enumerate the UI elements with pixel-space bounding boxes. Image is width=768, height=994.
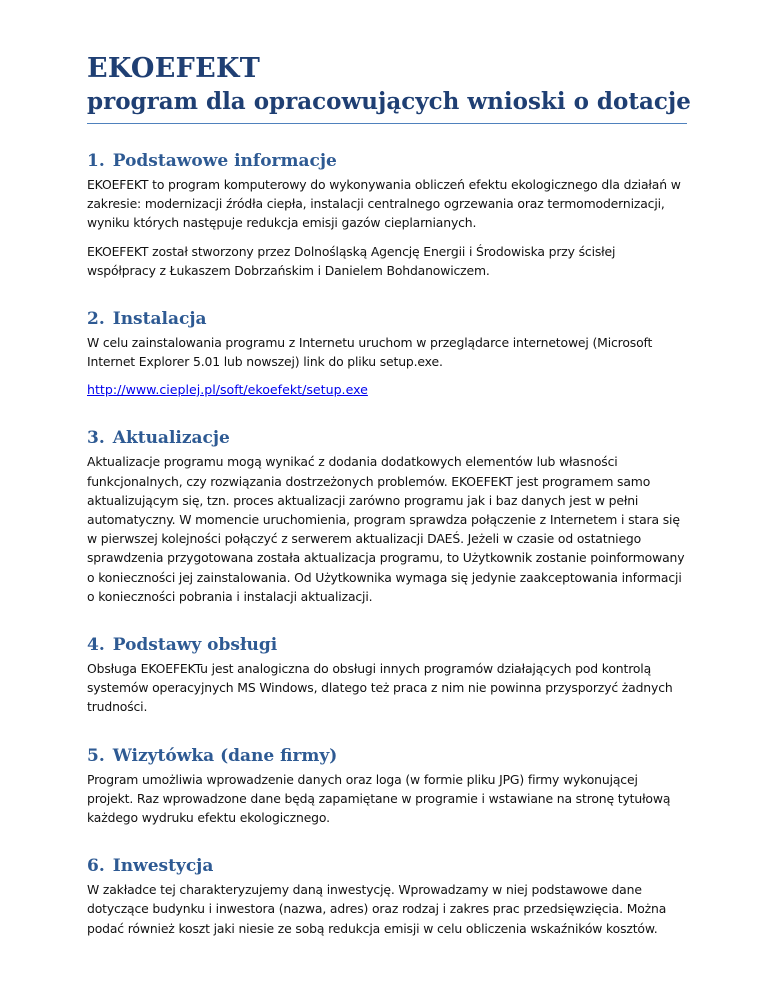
section-number: 3. xyxy=(87,428,105,449)
setup-download-link[interactable]: http://www.cieplej.pl/soft/ekoefekt/setup.exe xyxy=(87,382,368,398)
section-number: 5. xyxy=(87,745,105,766)
section-title: Inwestycja xyxy=(112,856,214,877)
paragraph: EKOEFEKT został stworzony przez Dolnośląską Agencję Energii i Środowiska przy ścisłej współpracy z Łukaszem Dobrzańskim i Danielem Bohdanowiczem. xyxy=(87,243,616,278)
section-heading xyxy=(87,308,687,330)
document-subtitle: program dla opracowujących wnioski o dotacje xyxy=(87,87,687,124)
paragraph: EKOEFEKT to program komputerowy do wykonywania obliczeń efektu ekologicznego dla działań w zakresie: modernizacji źródła ciepła, instalacji centralnego ogrzewania oraz termomodernizacji, wyniku których następuje redukcja emisji gazów cieplarnianych. xyxy=(87,177,681,231)
paragraph: Aktualizacje programu mogą wynikać z dodania dodatkowych elementów lub własności funkcjonalnych, czy rozwiązania dostrzeżonych problemów. EKOEFEKT jest programem samo aktualizującym się, tzn. proces aktualizacji zarówno programu jak i baz danych jest w pełni automatyczny. W momencie uruchomienia, program sprawdza połączenie z Internetem i stara się w pierwszej kolejności połączyć z serwerem aktualizacji DAEŚ. Jeżeli w czasie od ostatniego sprawdzenia przygotowana została aktualizacja programu, to Użytkownik zostanie poinformowany o konieczności jej zainstalowania. Od Użytkownika wymaga się jedynie zaakceptowania informacji o konieczności pobrania i instalacji aktualizacji. xyxy=(87,454,685,604)
section-title: Aktualizacje xyxy=(112,428,230,449)
paragraph: W zakładce tej charakteryzujemy daną inwestycję. Wprowadzamy w niej podstawowe dane dotyczące budynku i inwestora (nazwa, adres) oraz rodzaj i zakres prac przedsięwzięcia. Można podać również koszt jaki niesie ze sobą redukcja emisji w celu obliczenia wskaźników kosztów. xyxy=(87,882,667,936)
document-title: EKOEFEKT xyxy=(87,53,261,84)
section-instalacja xyxy=(87,308,687,399)
paragraph: W celu zainstalowania programu z Internetu uruchom w przeglądarce internetowej (Microsoft Internet Explorer 5.01 lub nowszej) link do pliku setup.exe. xyxy=(87,335,653,370)
section-number: 6. xyxy=(87,856,105,877)
paragraph: Program umożliwia wprowadzenie danych oraz loga (w formie pliku JPG) firmy wykonującej projekt. Raz wprowadzone dane będą zapamiętane w programie i wstawiane na stronę tytułową każdego wydruku efektu ekologicznego. xyxy=(87,771,671,826)
section-heading xyxy=(87,745,687,767)
section-heading xyxy=(87,427,687,449)
section-wizytowka xyxy=(87,745,687,828)
section-heading xyxy=(87,150,687,172)
section-number: 2. xyxy=(87,309,105,330)
section-inwestycja xyxy=(87,855,687,938)
section-number: 1. xyxy=(87,151,105,171)
section-podstawy-obslugi xyxy=(87,634,687,717)
section-title: Instalacja xyxy=(112,309,207,330)
section-title: Wizytówka (dane firmy) xyxy=(112,745,338,766)
section-number: 4. xyxy=(87,635,105,656)
section-podstawowe-informacje xyxy=(87,150,687,280)
section-aktualizacje xyxy=(87,427,687,606)
section-title: Podstawowe informacje xyxy=(112,151,337,171)
section-title: Podstawy obsługi xyxy=(112,635,278,656)
section-heading xyxy=(87,634,687,656)
paragraph: Obsługa EKOEFEKTu jest analogiczna do obsługi innych programów działających pod kontrolą systemów operacyjnych MS Windows, dlatego też praca z nim nie powinna przysporzyć żadnych trudności. xyxy=(87,661,673,715)
document-page xyxy=(87,52,691,947)
section-heading xyxy=(87,855,687,877)
